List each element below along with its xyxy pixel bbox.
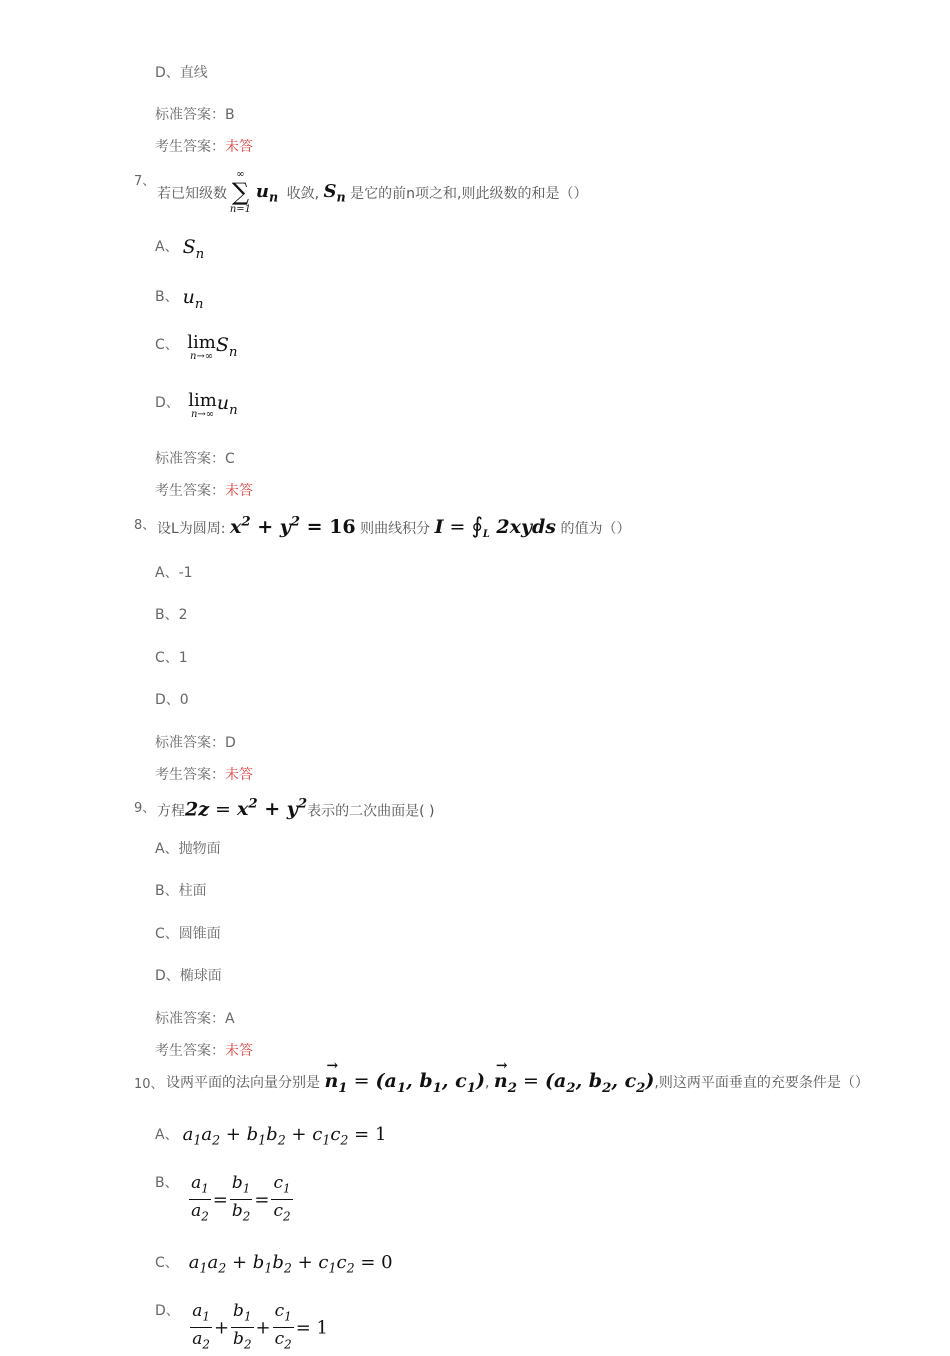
option-label: A、	[155, 1127, 179, 1143]
option-c[interactable]: C、 $a_1a_2 + b_1b_2 + c_1c_2 = 0$	[155, 1252, 393, 1276]
student-answer	[155, 764, 253, 784]
option-label: C、	[155, 1255, 179, 1271]
option-a[interactable]: A、 $a_1a_2 + b_1b_2 + c_1c_2 = 1$	[155, 1124, 387, 1148]
standard-answer	[155, 104, 235, 124]
option-c[interactable]: C、圆锥面	[155, 926, 221, 942]
standard-answer	[155, 1008, 235, 1028]
option-label: B、	[155, 1175, 179, 1191]
standard-answer	[155, 448, 235, 468]
question-9-text: 方程$2z = x^2 + y^2$表示的二次曲面是( )	[157, 797, 435, 821]
option-label: C、	[155, 337, 179, 353]
option-label: B、	[155, 289, 179, 305]
student-answer-label: 考生答案：	[155, 139, 225, 155]
student-answer	[155, 480, 253, 500]
question-text: ,则这两平面垂直的充要条件是（）	[654, 1075, 869, 1091]
standard-answer-value: D	[225, 735, 236, 751]
student-answer-label: 考生答案：	[155, 1043, 225, 1059]
student-answer	[155, 136, 253, 156]
option-label: A、	[155, 239, 179, 255]
question-text: 方程	[157, 803, 185, 820]
option-label: D、	[155, 395, 180, 411]
option-b[interactable]: B、柱面	[155, 883, 207, 899]
option-d[interactable]: D、 $\frac{a_1}{a_2}$ + $\frac{b_1}{b_2}$ + $\frac{c_1}{c_2}$ = 1	[155, 1301, 328, 1352]
option-d[interactable]: D、直线	[155, 65, 208, 81]
standard-answer-label: 标准答案：	[155, 107, 225, 123]
option-d[interactable]: D、 lim n→∞ $u_n$	[155, 390, 238, 420]
question-8-text: 设L为圆周: $x^2 + y^2 = 16$ 则曲线积分 $I = ∮_L$ 2xyds 的值为（）	[157, 514, 631, 540]
standard-answer-label: 标准答案：	[155, 735, 225, 751]
option-a[interactable]: A、抛物面	[155, 841, 221, 857]
standard-answer	[155, 732, 236, 752]
question-text: 收敛,	[286, 186, 320, 202]
student-answer	[155, 1040, 253, 1060]
question-7-text: 若已知级数 ∞ ∑ n=1 $u_n$ 收敛, $S_n$ 是它的前n项之和,则此级数的和是（）	[157, 169, 588, 215]
question-text: 则曲线积分	[360, 521, 431, 537]
option-b[interactable]: B、2	[155, 607, 188, 623]
question-number: 10、	[134, 1077, 164, 1092]
question-text: 若已知级数	[157, 186, 227, 202]
student-answer-value: 未答	[225, 767, 253, 783]
question-text: 设两平面的法向量分别是	[166, 1075, 320, 1091]
option-b[interactable]: B、 $u_n$	[155, 286, 204, 312]
option-c[interactable]: C、 lim n→∞ $S_n$	[155, 332, 238, 362]
option-a[interactable]: A、 $S_n$	[155, 236, 205, 262]
question-text: 是它的前n项之和,则此级数的和是（）	[350, 186, 588, 202]
student-answer-label: 考生答案：	[155, 767, 225, 783]
student-answer-value: 未答	[225, 483, 253, 499]
standard-answer-value: A	[225, 1011, 235, 1027]
student-answer-label: 考生答案：	[155, 483, 225, 499]
question-10-text: 设两平面的法向量分别是 $n_1$ → = ($a_1$, $b_1$, $c_1$), $n_2$ → = ($a_2$, $b_2$, $c_2$),则这两平面垂直的充要条件是（）	[166, 1058, 869, 1096]
student-answer-value: 未答	[225, 139, 253, 155]
option-label: D、	[155, 1303, 180, 1319]
option-d[interactable]: D、0	[155, 692, 189, 708]
standard-answer-value: C	[225, 451, 235, 467]
summation-symbol: ∞ ∑ n=1	[229, 169, 252, 215]
question-text: 的值为（）	[560, 521, 631, 537]
standard-answer-label: 标准答案：	[155, 451, 225, 467]
question-text: 表示的二次曲面是( )	[307, 803, 435, 820]
option-b[interactable]: B、 $\frac{a_1}{a_2}$ = $\frac{b_1}{b_2}$ = $\frac{c_1}{c_2}$	[155, 1173, 291, 1224]
question-number: 9、	[134, 801, 156, 816]
option-c[interactable]: C、1	[155, 650, 188, 666]
question-number: 8、	[134, 518, 156, 533]
option-d[interactable]: D、椭球面	[155, 968, 222, 984]
student-answer-value: 未答	[225, 1043, 253, 1059]
option-a[interactable]: A、-1	[155, 565, 193, 581]
standard-answer-label: 标准答案：	[155, 1011, 225, 1027]
question-text: 设L为圆周:	[157, 521, 226, 537]
question-text: ,	[484, 1075, 490, 1091]
standard-answer-value: B	[225, 107, 235, 123]
question-number: 7、	[134, 174, 156, 189]
